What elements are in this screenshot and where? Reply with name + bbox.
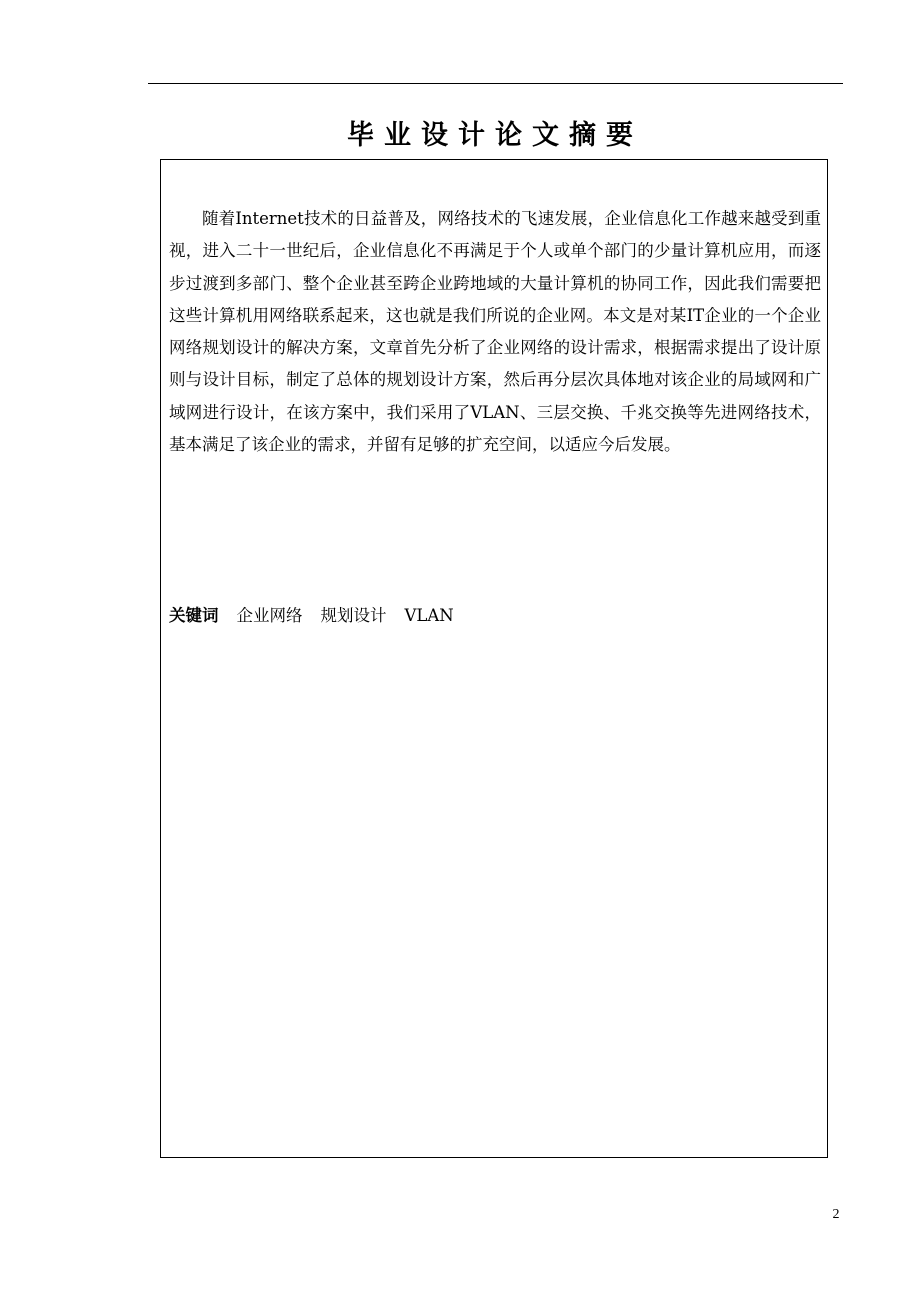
header-rule xyxy=(148,83,843,84)
keyword-item: 企业网络 xyxy=(236,606,303,625)
page-title: 毕业设计论文摘要 xyxy=(347,120,643,151)
keyword-item: 规划设计 xyxy=(320,606,387,625)
abstract-box xyxy=(160,159,828,1158)
page-number: 2 xyxy=(832,1207,840,1222)
keywords-label: 关键词 xyxy=(169,606,219,625)
keyword-item: VLAN xyxy=(404,606,454,625)
abstract-body: 随着Internet技术的日益普及，网络技术的飞速发展，企业信息化工作越来越受到重视，进入二十一世纪后，企业信息化不再满足于个人或单个部门的少量计算机应用，而逐步过渡到多部门、整个企业甚至跨企业跨地域的大量计算机的协同工作，因此我们需要把这些计算机用网络联系起来，这也就是我们所说的企业网。本文是对某IT企业的一个企业网络规划设计的解决方案，文章首先分析了企业网络的设计需求，根据需求提出了设计原则与设计目标，制定了总体的规划设计方案，然后再分层次具体地对该企业的局域网和广域网进行设计，在该方案中，我们采用了VLAN、三层交换、千兆交换等先进网络技术，基本满足了该企业的需求，并留有足够的扩充空间，以适应今后发展。 xyxy=(169,209,821,455)
keywords-line xyxy=(169,602,821,630)
